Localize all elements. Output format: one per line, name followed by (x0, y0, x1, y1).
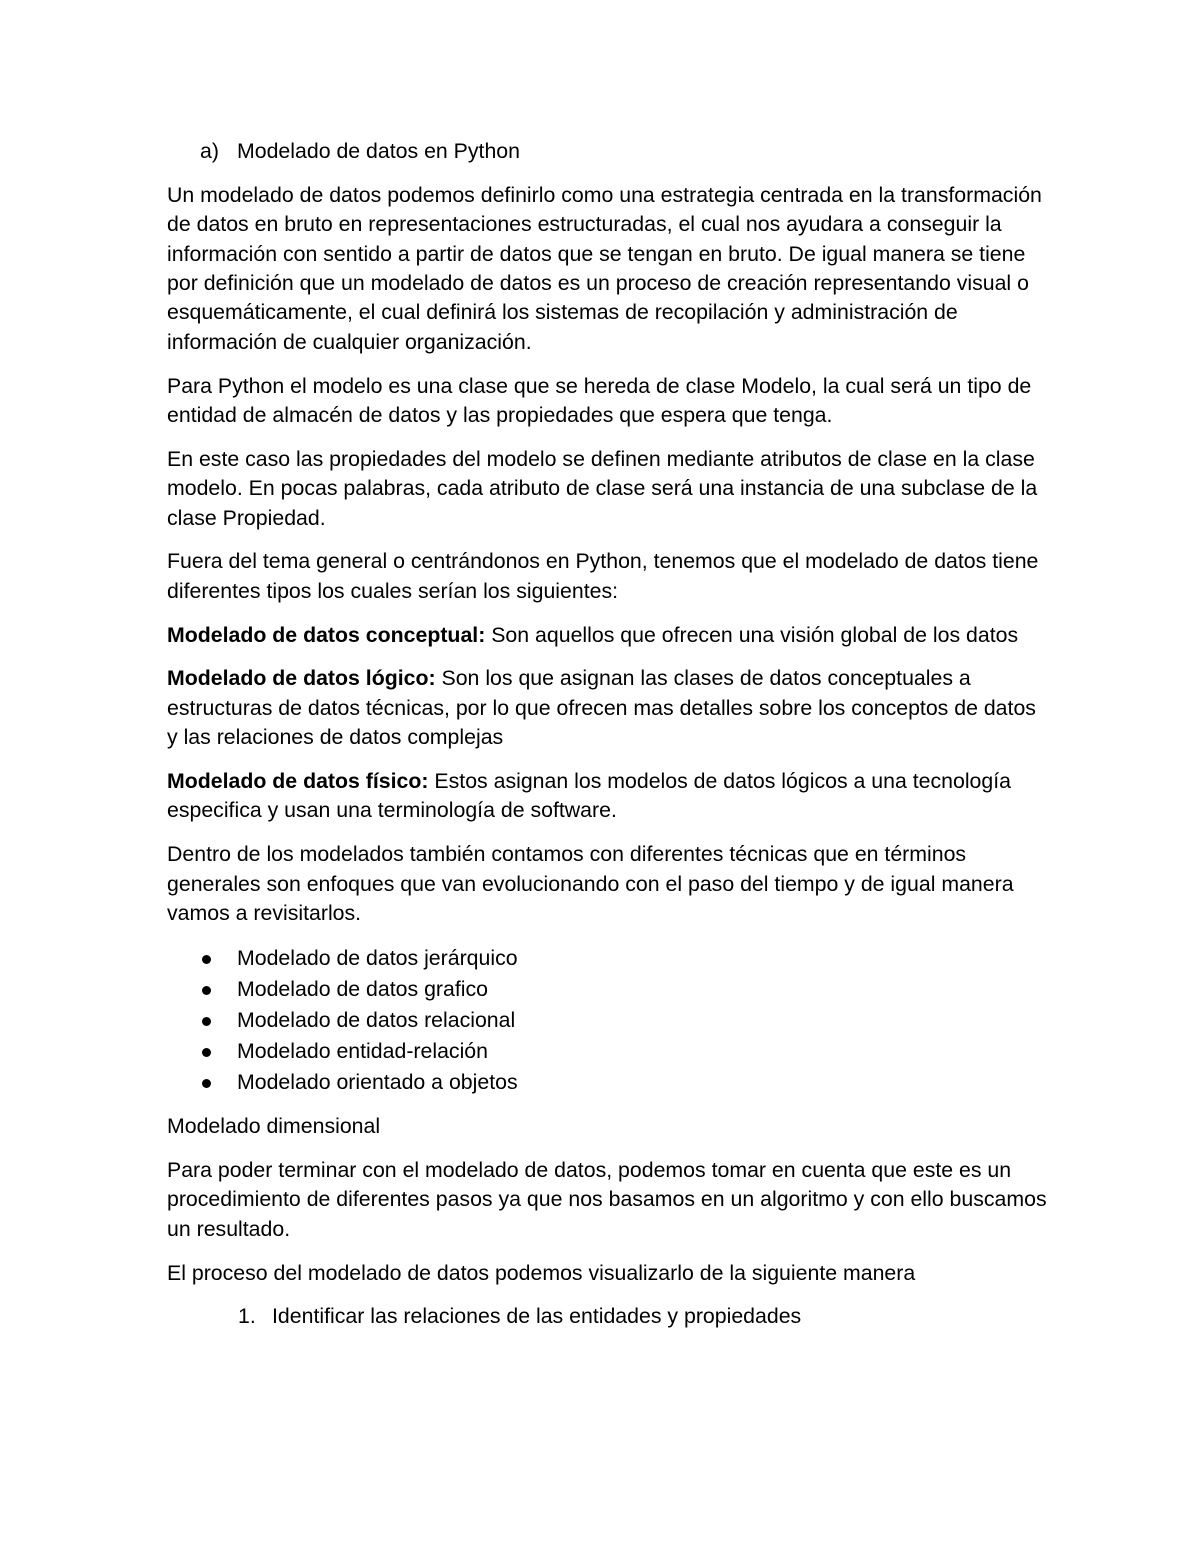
list-item (167, 1036, 1047, 1067)
paragraph-definition: Un modelado de datos podemos definirlo como una estrategia centrada en la transformación de datos en bruto en representaciones estructuradas, el cual nos ayudara a conseguir la información con sentido a partir de datos que se tengan en bruto. De igual manera se tiene por definición que un modelado de datos es un proceso de creación representando visual o esquemáticamente, el cual definirá los sistemas de recopilación y administración de información de cualquier organización. (167, 182, 1042, 354)
bullet-icon (202, 1079, 211, 1088)
list-item-text: Modelado entidad-relación (237, 1038, 488, 1063)
bullet-icon (202, 1048, 211, 1057)
techniques-list (167, 943, 1047, 1098)
numbered-step (238, 1302, 1047, 1331)
step-text: Identificar las relaciones de las entidades y propiedades (272, 1304, 802, 1329)
section-title: Modelado de datos en Python (237, 139, 520, 163)
type-term: Modelado de datos conceptual: (167, 622, 486, 647)
paragraph-python-model: Para Python el modelo es una clase que se hereda de clase Modelo, la cual será un tipo de entidad de almacén de datos y las propiedades que espera que tenga. (167, 373, 1032, 428)
type-physical (167, 767, 1047, 826)
type-description: Son aquellos que ofrecen una visión global de los datos (485, 622, 1019, 647)
list-item (167, 943, 1047, 974)
type-description: Estos asignan los modelos de datos lógicos a una tecnología especifica y usan una terminología de software. (167, 769, 1012, 823)
paragraph-dimensional: Modelado dimensional (167, 1114, 381, 1139)
bullet-icon (202, 955, 211, 964)
paragraph-conclusion: Para poder terminar con el modelado de datos, podemos tomar en cuenta que este es un procedimiento de diferentes pasos ya que nos basamos en un algoritmo y con ello buscamos un resultado. (167, 1158, 1047, 1241)
section-heading (200, 137, 1047, 166)
list-marker: a) (200, 139, 219, 163)
document-page (167, 137, 1047, 1332)
paragraph-process-intro: El proceso del modelado de datos podemos visualizarlo de la siguiente manera (167, 1260, 916, 1285)
list-item (167, 974, 1047, 1005)
bullet-icon (202, 986, 211, 995)
paragraph-properties: En este caso las propiedades del modelo se definen mediante atributos de clase en la clase modelo. En pocas palabras, cada atributo de clase será una instancia de una subclase de la clase Propiedad. (167, 446, 1038, 530)
type-term: Modelado de datos lógico: (167, 666, 436, 691)
list-item (167, 1005, 1047, 1036)
list-item-text: Modelado de datos relacional (237, 1007, 516, 1032)
type-logical (167, 664, 1047, 752)
bullet-icon (202, 1017, 211, 1026)
type-conceptual (167, 621, 1047, 650)
list-item-text: Modelado de datos grafico (237, 976, 488, 1001)
list-item (167, 1067, 1047, 1098)
list-item-text: Modelado de datos jerárquico (237, 945, 518, 970)
paragraph-techniques-intro: Dentro de los modelados también contamos con diferentes técnicas que en términos generales son enfoques que van evolucionando con el paso del tiempo y de igual manera vamos a revisitarlos. (167, 842, 1014, 926)
type-description: Son los que asignan las clases de datos conceptuales a estructuras de datos técnicas, por lo que ofrecen mas detalles sobre los conceptos de datos y las relaciones de datos complejas (167, 666, 1036, 750)
step-number: 1. (238, 1304, 256, 1329)
list-item-text: Modelado orientado a objetos (237, 1069, 518, 1094)
type-term: Modelado de datos físico: (167, 769, 429, 794)
paragraph-types-intro: Fuera del tema general o centrándonos en Python, tenemos que el modelado de datos tiene diferentes tipos los cuales serían los siguientes: (167, 549, 1039, 603)
